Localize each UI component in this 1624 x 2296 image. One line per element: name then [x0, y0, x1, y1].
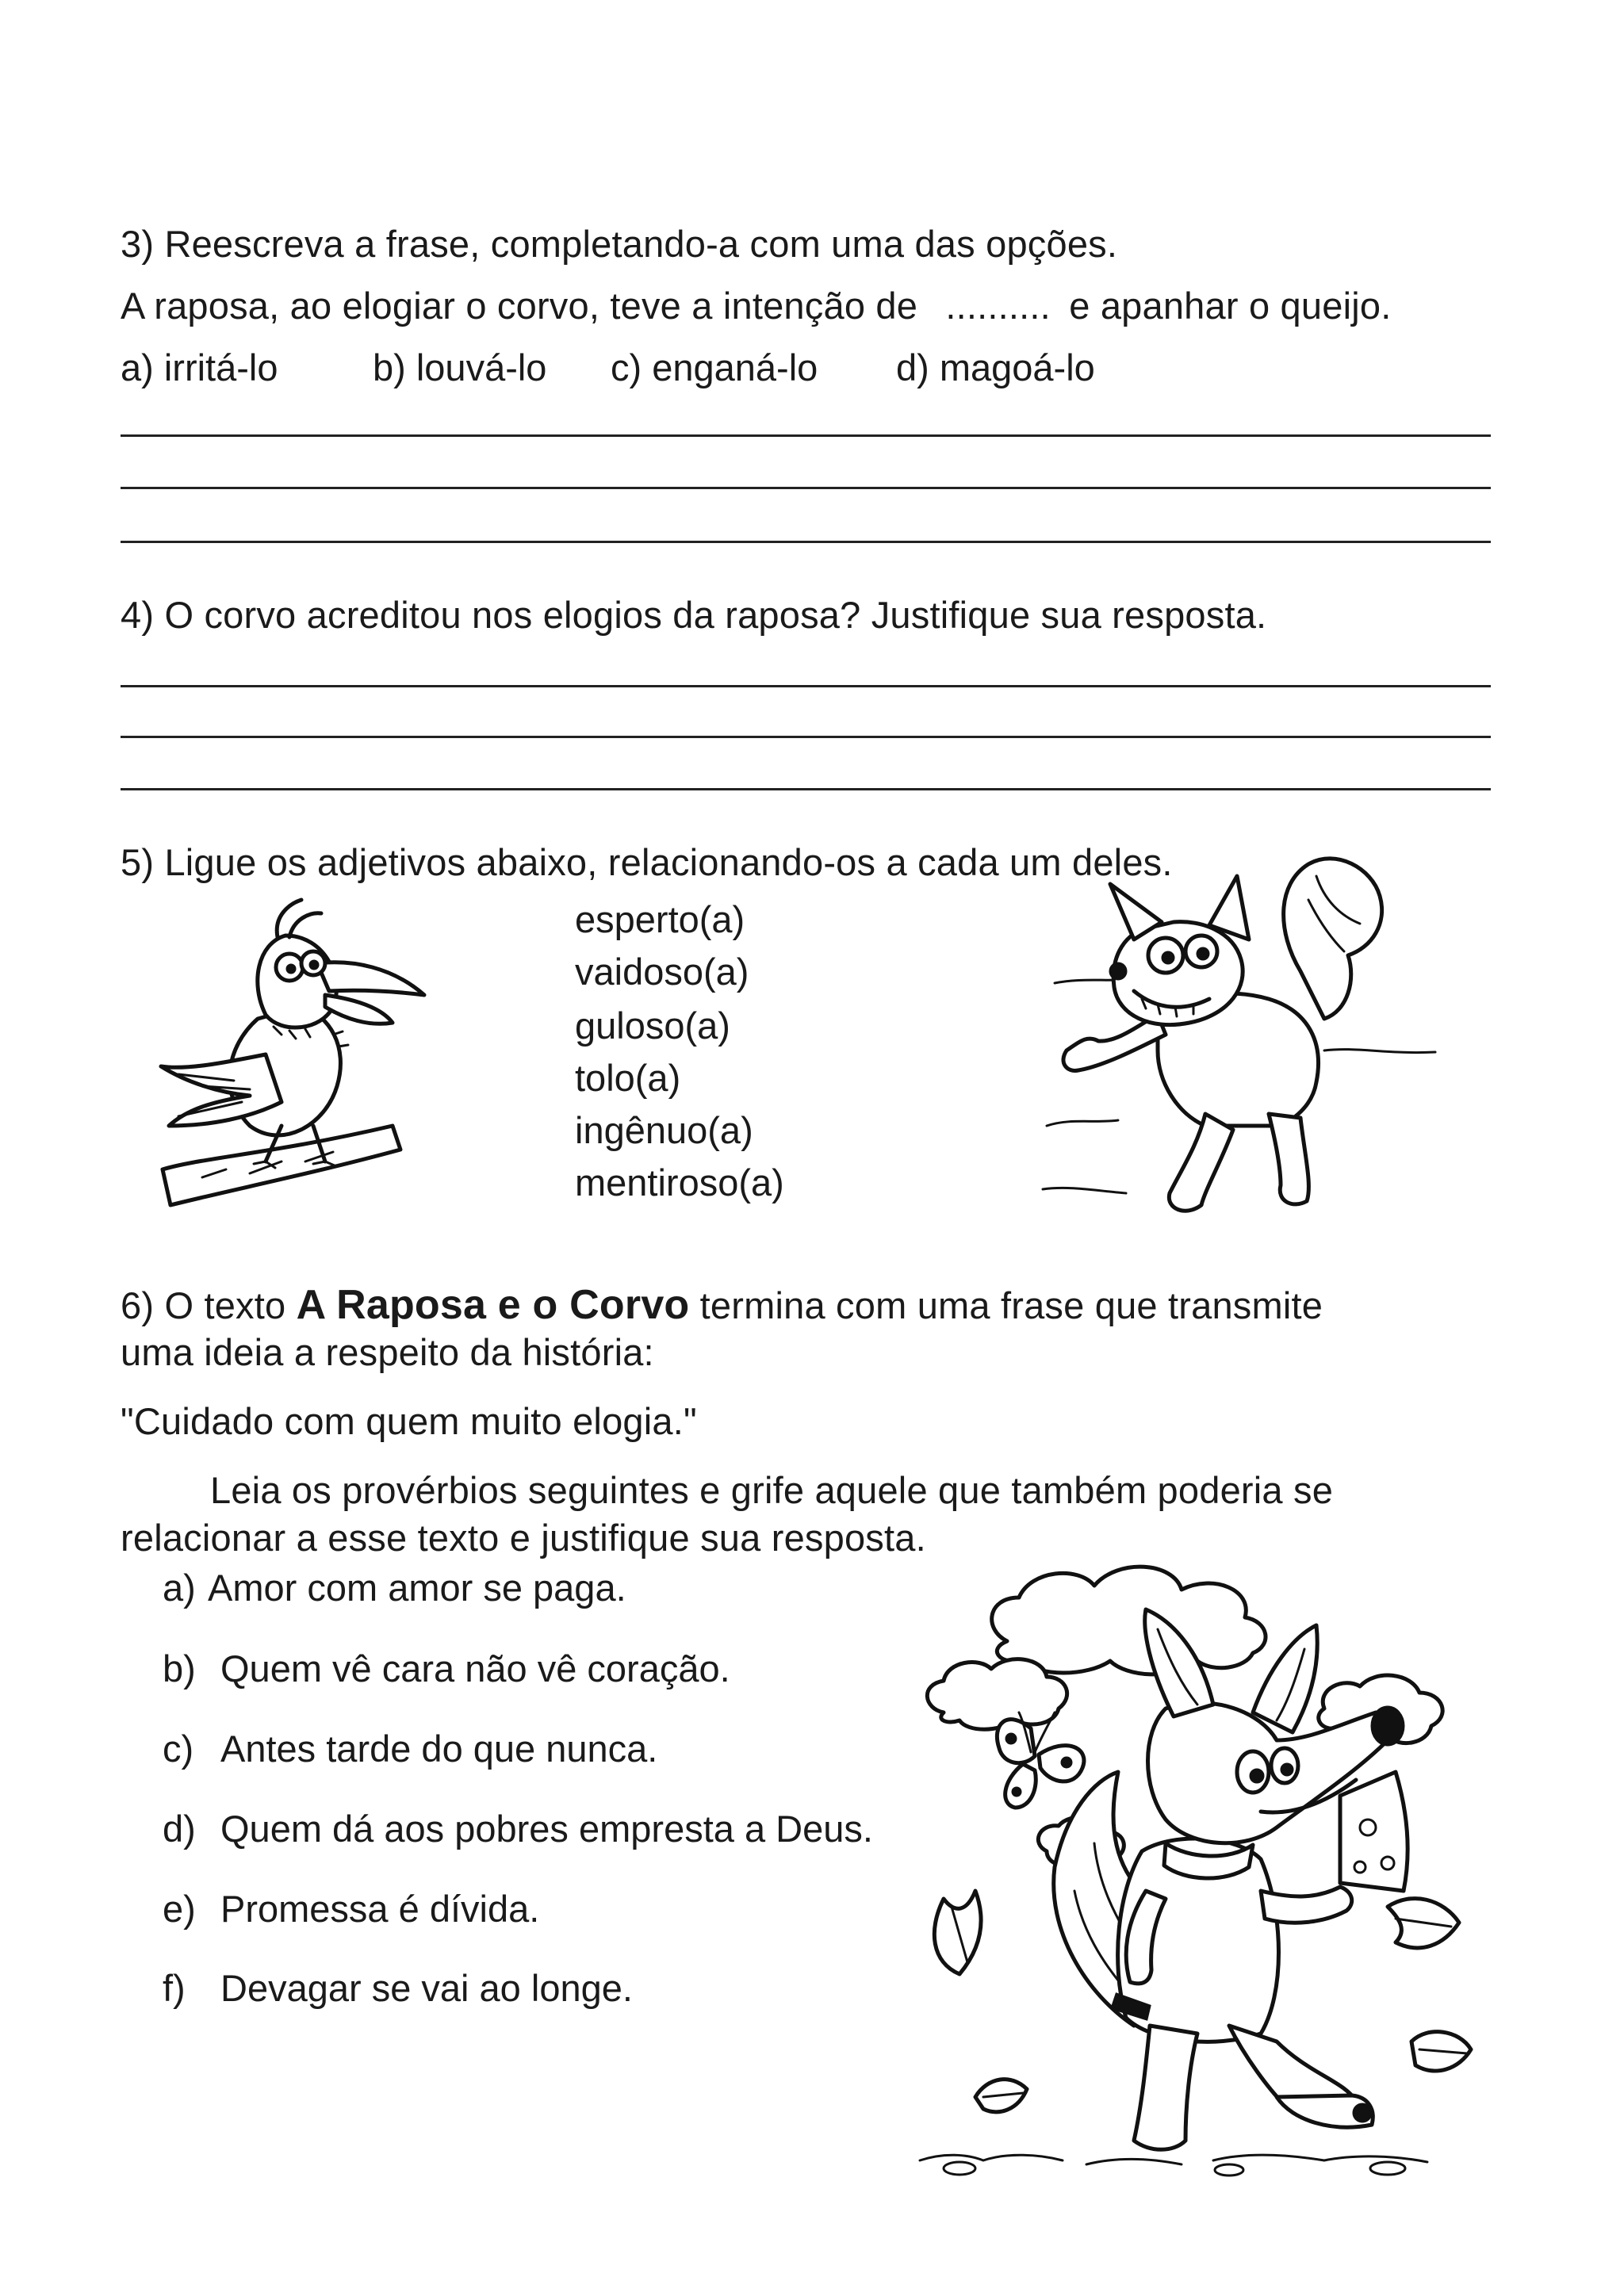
proverb-label: f) [163, 1967, 186, 2009]
adjective-item[interactable]: tolo(a) [575, 1057, 681, 1099]
adjective-item[interactable]: esperto(a) [575, 898, 745, 940]
q3-sentence [121, 284, 1391, 328]
proverb-item[interactable]: Quem dá aos pobres empresta a Deus. [220, 1808, 873, 1850]
q3-option-a: a) irritá-lo [121, 346, 278, 388]
answer-line[interactable] [121, 736, 1491, 738]
answer-line[interactable] [121, 487, 1491, 489]
adjective-item[interactable]: ingênuo(a) [575, 1109, 753, 1151]
fox-illustration [1039, 852, 1451, 1233]
crow-illustration [155, 888, 440, 1229]
q3-option-b: b) louvá-lo [373, 346, 547, 388]
adjective-item[interactable]: mentiroso(a) [575, 1161, 784, 1203]
proverb-item[interactable]: Promessa é dívida. [220, 1888, 540, 1930]
q6-prompt-start: 6) O texto [121, 1284, 286, 1326]
q3-sentence-end: e apanhar o queijo. [1069, 285, 1392, 327]
proverb-label: b) [163, 1647, 196, 1689]
proverb-item[interactable]: Antes tarde do que nunca. [220, 1728, 658, 1770]
fox-with-cheese-illustration [912, 1550, 1491, 2176]
adjective-item[interactable]: guloso(a) [575, 1004, 730, 1047]
proverb-label: c) [163, 1728, 194, 1770]
q6-instruction-line2: relacionar a esse texto e justifique sua resposta. [121, 1517, 926, 1559]
q6-prompt-line2: uma ideia a respeito da história: [121, 1331, 654, 1373]
q3-option-d: d) magoá-lo [896, 346, 1095, 388]
q6-instruction-line1: Leia os provérbios seguintes e grife aquele que também poderia se [210, 1469, 1334, 1511]
proverb-item[interactable]: Devagar se vai ao longe. [220, 1967, 633, 2009]
proverb-label: a) [163, 1567, 196, 1609]
proverb-item[interactable]: Amor com amor se paga. [208, 1567, 626, 1609]
answer-line[interactable] [121, 434, 1491, 437]
proverb-item[interactable]: Quem vê cara não vê coração. [220, 1647, 730, 1689]
q6-prompt-line1 [121, 1280, 1323, 1330]
answer-line[interactable] [121, 788, 1491, 790]
q5-prompt: 5) Ligue os adjetivos abaixo, relacionando-os a cada um deles. [121, 841, 1173, 883]
answer-line[interactable] [121, 541, 1491, 543]
q6-prompt-end: termina com uma frase que transmite [699, 1284, 1323, 1326]
adjective-item[interactable]: vaidoso(a) [575, 951, 749, 993]
q3-option-c: c) enganá-lo [611, 346, 818, 388]
q3-sentence-blank: .......... [945, 285, 1051, 327]
q6-story-title: A Raposa e o Corvo [296, 1282, 690, 1328]
q3-prompt: 3) Reescreva a frase, completando-a com uma das opções. [121, 223, 1118, 265]
proverb-label: d) [163, 1808, 196, 1850]
q4-prompt: 4) O corvo acreditou nos elogios da raposa? Justifique sua resposta. [121, 594, 1267, 636]
q6-quote: "Cuidado com quem muito elogia." [121, 1400, 697, 1442]
answer-line[interactable] [121, 685, 1491, 687]
proverb-label: e) [163, 1888, 196, 1930]
q3-sentence-start: A raposa, ao elogiar o corvo, teve a intenção de [121, 285, 918, 327]
